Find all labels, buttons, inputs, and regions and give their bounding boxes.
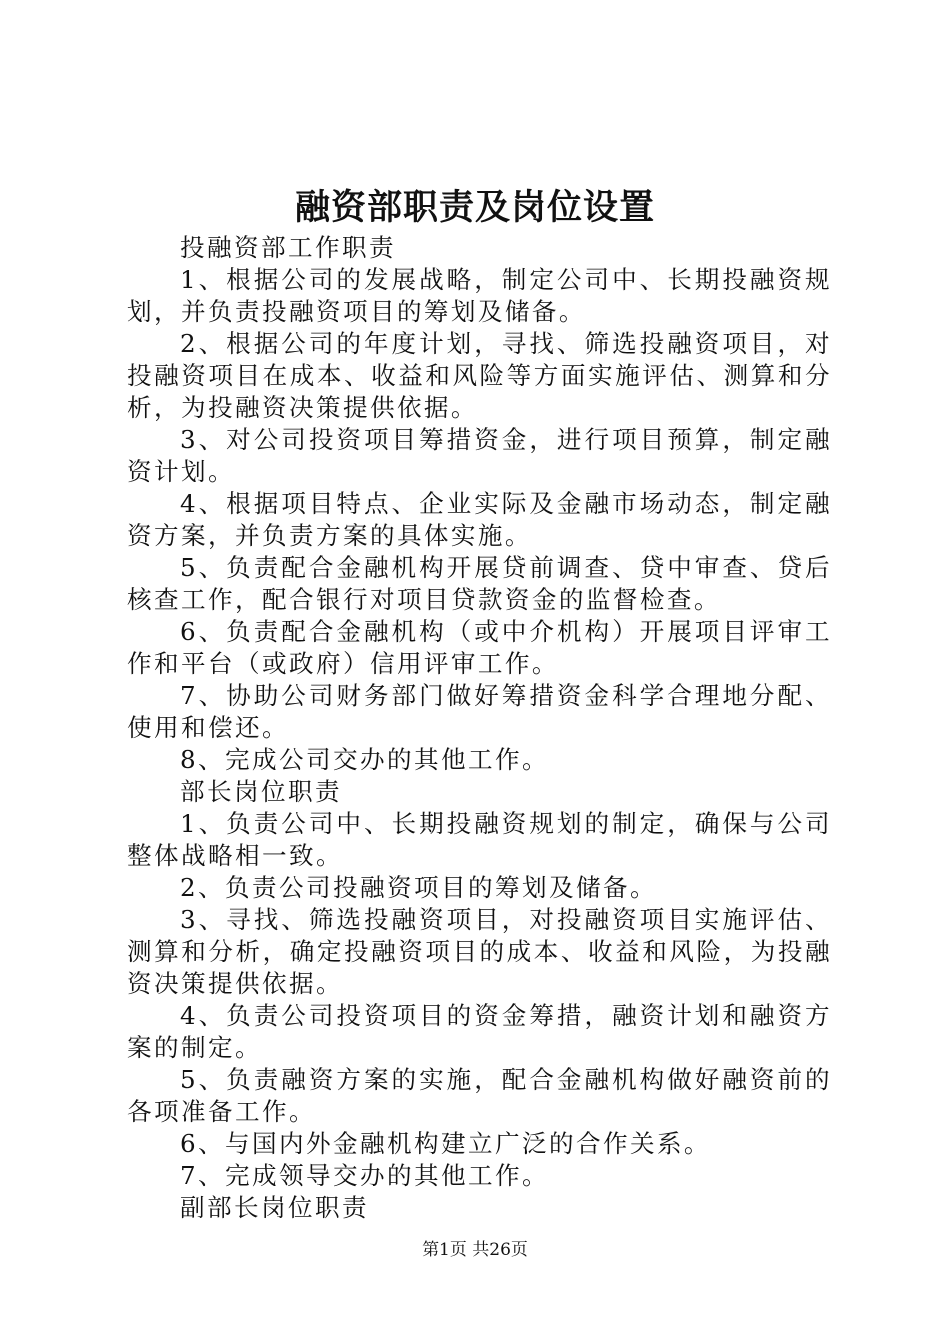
section-heading: 部长岗位职责 [180, 777, 342, 806]
paragraph: 8、完成公司交办的其他工作。 [180, 745, 549, 774]
paragraph: 7、协助公司财务部门做好筹措资金科学合理地分配、使用和偿还。 [127, 681, 832, 742]
document-body [127, 232, 832, 1224]
paragraph: 4、根据项目特点、企业实际及金融市场动态，制定融资方案，并负责方案的具体实施。 [127, 489, 832, 550]
paragraph: 7、完成领导交办的其他工作。 [180, 1161, 549, 1190]
paragraph: 1、负责公司中、长期投融资规划的制定，确保与公司整体战略相一致。 [127, 809, 832, 870]
paragraph: 6、与国内外金融机构建立广泛的合作关系。 [180, 1129, 711, 1158]
document-title: 融资部职责及岗位设置 [294, 187, 655, 228]
paragraph: 4、负责公司投资项目的资金筹措，融资计划和融资方案的制定。 [127, 1001, 832, 1062]
paragraph: 3、对公司投资项目筹措资金，进行项目预算，制定融资计划。 [127, 425, 832, 486]
section-heading: 投融资部工作职责 [180, 233, 396, 262]
page-footer: 第1页 共26页 [422, 1240, 528, 1260]
paragraph: 2、负责公司投融资项目的筹划及储备。 [180, 873, 657, 902]
paragraph: 3、寻找、筛选投融资项目，对投融资项目实施评估、测算和分析，确定投融资项目的成本、收益和风险，为投融资决策提供依据。 [127, 905, 832, 998]
paragraph: 6、负责配合金融机构（或中介机构）开展项目评审工作和平台（或政府）信用评审工作。 [127, 617, 832, 678]
paragraph: 5、负责融资方案的实施，配合金融机构做好融资前的各项准备工作。 [127, 1065, 832, 1126]
section-heading: 副部长岗位职责 [180, 1193, 369, 1222]
paragraph: 1、根据公司的发展战略，制定公司中、长期投融资规划，并负责投融资项目的筹划及储备。 [127, 265, 832, 326]
paragraph: 5、负责配合金融机构开展贷前调查、贷中审查、贷后核查工作，配合银行对项目贷款资金的监督检查。 [127, 553, 832, 614]
paragraph: 2、根据公司的年度计划，寻找、筛选投融资项目，对投融资项目在成本、收益和风险等方面实施评估、测算和分析，为投融资决策提供依据。 [127, 329, 832, 422]
